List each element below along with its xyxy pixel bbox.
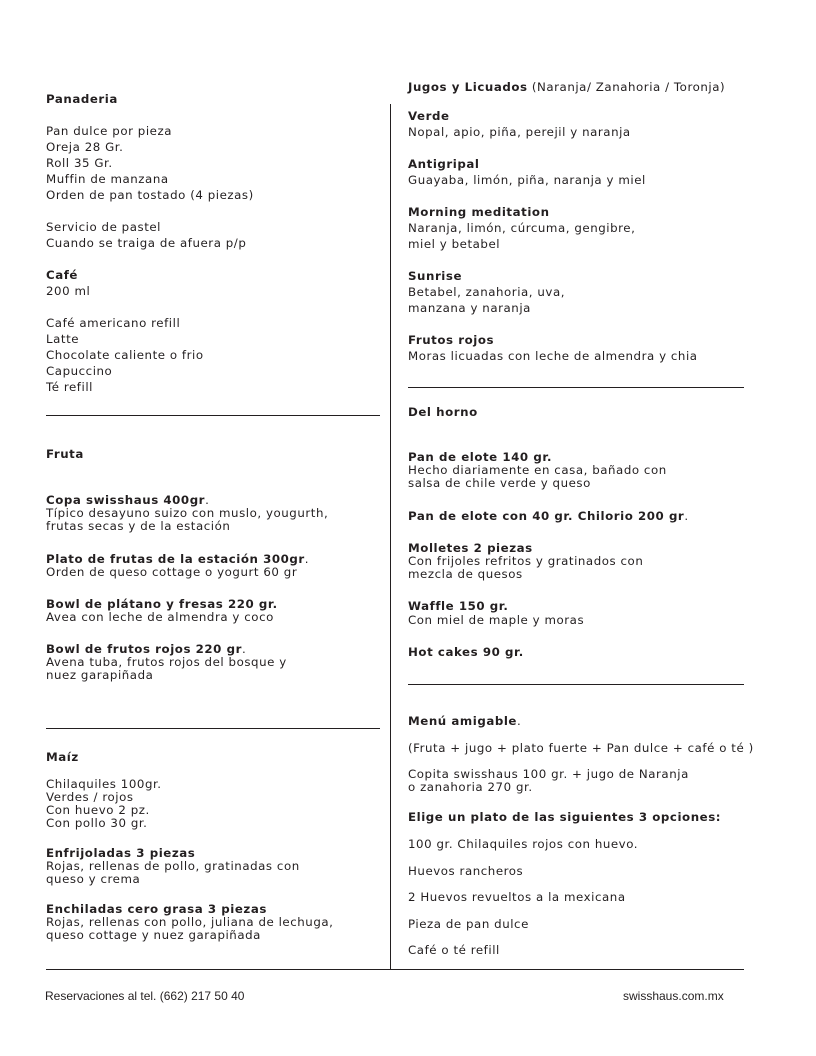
- menu-item: Cuando se traiga de afuera p/p: [46, 236, 247, 250]
- juice-desc: Nopal, apio, piña, perejil y naranja: [408, 125, 631, 139]
- section-title-horno: Del horno: [408, 405, 478, 419]
- divider-left-2: [46, 728, 380, 729]
- juice-name: Antigripal: [408, 157, 480, 171]
- dish-desc: Con frijoles refritos y gratinados con: [408, 554, 644, 568]
- divider-right-1: [408, 387, 744, 388]
- column-divider: [390, 104, 391, 970]
- juice-desc: miel y betabel: [408, 237, 501, 251]
- amigable-option: Huevos rancheros: [408, 864, 524, 878]
- dish-name: Waffle 150 gr.: [408, 599, 509, 613]
- menu-item: Capuccino: [46, 364, 113, 378]
- amigable-option: Café o té refill: [408, 943, 500, 957]
- divider-right-2: [408, 684, 744, 685]
- amigable-copita: Copita swisshaus 100 gr. + jugo de Naranja: [408, 767, 689, 781]
- section-title-cafe: Café: [46, 268, 78, 282]
- dish-name: Enfrijoladas 3 piezas: [46, 846, 196, 860]
- dish-desc: Rojas, rellenas de pollo, gratinadas con: [46, 859, 300, 873]
- menu-item: Pan dulce por pieza: [46, 124, 172, 138]
- dish-desc: queso y crema: [46, 872, 141, 886]
- section-title-jugos: [408, 81, 725, 94]
- amigable-option: 2 Huevos revueltos a la mexicana: [408, 890, 626, 904]
- dish-name-text: Plato de frutas de la estación 300gr: [46, 552, 305, 566]
- menu-item: Chocolate caliente o frio: [46, 348, 204, 362]
- dish-name-text: Bowl de plátano y fresas 220 gr.: [46, 597, 278, 611]
- dish-desc: Orden de queso cottage o yogurt 60 gr: [46, 565, 298, 579]
- dish-desc: Con miel de maple y moras: [408, 613, 585, 627]
- menu-item: Chilaquiles 100gr.: [46, 777, 162, 791]
- dish-name: Enchiladas cero grasa 3 piezas: [46, 902, 267, 916]
- footer-phone: Reservaciones al tel. (662) 217 50 40: [45, 989, 245, 1003]
- dish-suffix: .: [304, 552, 310, 566]
- section-title-amigable-text: Menú amigable: [408, 714, 517, 728]
- dish-name-text: Pan de elote con 40 gr. Chilorio 200 gr: [408, 509, 685, 523]
- footer-website[interactable]: swisshaus.com.mx: [623, 989, 724, 1003]
- dish-name: [408, 510, 689, 523]
- dish-name: Hot cakes 90 gr.: [408, 645, 524, 659]
- dish-name: Pan de elote 140 gr.: [408, 450, 553, 464]
- juice-name: Sunrise: [408, 269, 463, 283]
- menu-item: Con pollo 30 gr.: [46, 816, 148, 830]
- juice-desc: Guayaba, limón, piña, naranja y miel: [408, 173, 646, 187]
- dish-desc: salsa de chile verde y queso: [408, 476, 591, 490]
- menu-item: Orden de pan tostado (4 piezas): [46, 188, 254, 202]
- menu-item: Té refill: [46, 380, 93, 394]
- menu-item: Con huevo 2 pz.: [46, 803, 150, 817]
- dish-desc: frutas secas y de la estación: [46, 519, 231, 533]
- dish-desc: queso cottage y nuez garapiñada: [46, 928, 261, 942]
- amigable-option: Pieza de pan dulce: [408, 917, 529, 931]
- menu-item: Oreja 28 Gr.: [46, 140, 124, 154]
- juice-name: Frutos rojos: [408, 333, 495, 347]
- cafe-size: 200 ml: [46, 284, 91, 298]
- dish-desc: Rojas, rellenas con pollo, juliana de lechuga,: [46, 915, 334, 929]
- section-subtitle-jugos: (Naranja/ Zanahoria / Toronja): [527, 80, 726, 94]
- amigable-copita: o zanahoria 270 gr.: [408, 780, 533, 794]
- divider-left-1: [46, 415, 380, 416]
- section-title-jugos-text: Jugos y Licuados: [408, 80, 528, 94]
- dish-suffix: .: [684, 509, 689, 523]
- juice-desc: Naranja, limón, cúrcuma, gengibre,: [408, 221, 636, 235]
- dish-desc: Avena tuba, frutos rojos del bosque y: [46, 655, 287, 669]
- dish-desc: Hecho diariamente en casa, bañado con: [408, 463, 667, 477]
- divider-bottom: [46, 969, 744, 970]
- menu-item: Muffin de manzana: [46, 172, 169, 186]
- juice-desc: Moras licuadas con leche de almendra y chia: [408, 349, 698, 363]
- amigable-option: 100 gr. Chilaquiles rojos con huevo.: [408, 837, 639, 851]
- juice-desc: manzana y naranja: [408, 301, 531, 315]
- dish-name-text: Bowl de frutos rojos 220 gr: [46, 642, 242, 656]
- dish-suffix: .: [241, 642, 247, 656]
- menu-item: Servicio de pastel: [46, 220, 162, 234]
- section-title-amigable: [408, 715, 521, 728]
- amigable-desc: (Fruta + jugo + plato fuerte + Pan dulce + café o té ): [408, 741, 754, 755]
- dish-desc: nuez garapiñada: [46, 668, 154, 682]
- juice-name: Morning meditation: [408, 205, 550, 219]
- amigable-elige: Elige un plato de las siguientes 3 opciones:: [408, 810, 722, 824]
- juice-desc: Betabel, zanahoria, uva,: [408, 285, 566, 299]
- dish-suffix: .: [205, 493, 210, 507]
- section-title-maiz: Maíz: [46, 750, 79, 764]
- dish-desc: Avea con leche de almendra y coco: [46, 610, 274, 624]
- menu-item: Roll 35 Gr.: [46, 156, 113, 170]
- dish-desc: Típico desayuno suizo con muslo, yougurth,: [46, 506, 329, 520]
- dish-name-text: Copa swisshaus 400gr: [46, 493, 206, 507]
- menu-item: Café americano refill: [46, 316, 181, 330]
- section-title-suffix: .: [516, 714, 522, 728]
- dish-desc: mezcla de quesos: [408, 567, 523, 581]
- menu-item: Verdes / rojos: [46, 790, 134, 804]
- juice-name: Verde: [408, 109, 450, 123]
- section-title-panaderia: Panaderia: [46, 92, 118, 106]
- menu-item: Latte: [46, 332, 80, 346]
- dish-name: Molletes 2 piezas: [408, 541, 533, 555]
- section-title-fruta: Fruta: [46, 447, 84, 461]
